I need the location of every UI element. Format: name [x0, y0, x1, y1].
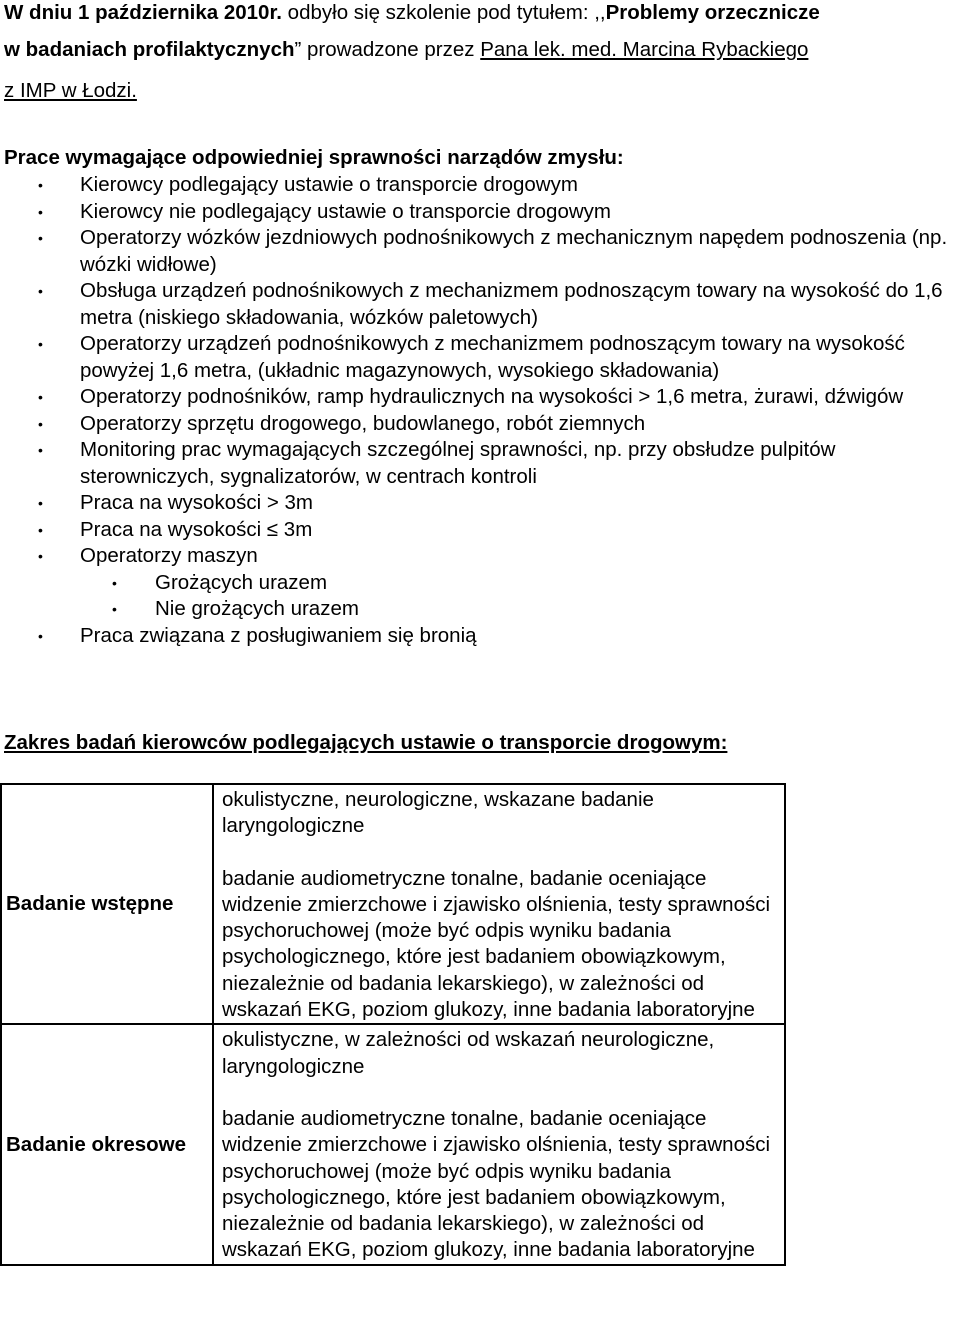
list-item-text: Obsługa urządzeń podnośnikowych z mechanizmem podnoszącym towary na wysokość do 1,6 metra (niskiego składowania, wózków paletowych) — [80, 279, 943, 329]
bullet-icon: • — [38, 230, 43, 246]
bullet-icon: • — [38, 627, 43, 644]
training-title-part2: w badaniach profilaktycznych — [4, 38, 295, 61]
table-row — [1, 1024, 785, 1264]
section-heading-jobs: Prace wymagające odpowiedniej sprawności narządów zmysłu: — [4, 146, 624, 169]
list-item — [0, 384, 960, 411]
list-item — [0, 570, 960, 597]
job-list — [0, 172, 960, 649]
list-item — [0, 172, 960, 199]
list-item — [0, 490, 960, 517]
intro-line-3 — [4, 78, 137, 104]
bullet-icon: • — [38, 442, 43, 458]
list-item — [0, 411, 960, 438]
list-item-text: Operatorzy podnośników, ramp hydraulicznych na wysokości > 1,6 metra, żurawi, dźwigów — [80, 385, 904, 408]
intro-text-2: ” prowadzone przez — [294, 38, 481, 61]
exam-para: okulistyczne, w zależności od wskazań neurologiczne, laryngologiczne — [222, 1028, 715, 1078]
list-item-text: Nie grożących urazem — [155, 597, 359, 620]
list-item-text: Kierowcy podlegający ustawie o transporcie drogowym — [80, 173, 578, 196]
list-item — [0, 199, 960, 226]
list-item-text: Kierowcy nie podlegający ustawie o transporcie drogowym — [80, 199, 611, 223]
institute-link[interactable]: z IMP w Łodzi. — [4, 79, 137, 102]
row-content — [213, 1024, 785, 1264]
list-item-text: Operatorzy wózków jezdniowych podnośnikowych z mechanicznym napędem podnoszenia (np. wózki widłowe) — [80, 226, 948, 276]
bullet-icon: • — [38, 548, 43, 564]
bullet-icon: • — [38, 495, 43, 511]
intro-text: odbyło się szkolenie pod tytułem: ,, — [281, 1, 606, 24]
bullet-icon: • — [38, 283, 43, 299]
list-item — [0, 225, 960, 278]
bullet-icon: • — [38, 521, 43, 538]
list-item — [0, 623, 960, 650]
exam-para: okulistyczne, neurologiczne, wskazane badanie laryngologiczne — [222, 788, 654, 838]
training-title-part1: Problemy orzecznicze — [605, 1, 820, 24]
row-label: Badanie wstępne — [1, 784, 213, 1024]
exam-table — [0, 783, 786, 1266]
table-row — [1, 784, 785, 1024]
list-item-text: Operatorzy sprzętu drogowego, budowlanego, robót ziemnych — [80, 411, 646, 435]
bullet-icon: • — [112, 601, 117, 617]
list-item-text: Praca na wysokości ≤ 3m — [80, 517, 313, 541]
bullet-icon: • — [112, 574, 117, 591]
list-item — [0, 517, 960, 544]
list-item-text: Operatorzy maszyn — [80, 544, 258, 567]
list-item — [0, 278, 960, 331]
intro-line-1 — [4, 0, 820, 26]
bullet-icon: • — [38, 389, 43, 405]
list-item — [0, 331, 960, 384]
list-item — [0, 543, 960, 570]
list-item — [0, 596, 960, 623]
list-item-text: Monitoring prac wymagających szczególnej sprawności, np. przy obsłudze pulpitów sterowniczych, sygnalizatorów, w centrach kontroli — [80, 438, 836, 488]
list-item — [0, 437, 960, 490]
intro-line-2 — [4, 37, 808, 63]
section-heading-exams: Zakres badań kierowców podlegających ustawie o transporcie drogowym: — [4, 731, 728, 754]
lecturer-link[interactable]: Pana lek. med. Marcina Rybackiego — [480, 38, 809, 61]
row-label: Badanie okresowe — [1, 1024, 213, 1264]
bullet-icon: • — [38, 336, 43, 352]
list-item-text: Praca związana z posługiwaniem się bronią — [80, 623, 477, 647]
intro-date: W dniu 1 października 2010r. — [4, 1, 282, 24]
bullet-icon: • — [38, 203, 43, 220]
list-item-text: Operatorzy urządzeń podnośnikowych z mechanizmem podnoszącym towary na wysokość powyżej 1,6 metra, (układnic magazynowych, wysokiego składowania) — [80, 332, 905, 382]
exam-para: badanie audiometryczne tonalne, badanie oceniające widzenie zmierzchowe i zjawisko olśnienia, testy sprawności psychoruchowej (może być odpis wyniku badania psychologicznego, które jest badaniem obowiązkowym, niezależnie od badania lekarskiego), w zależności od wskazań EKG, poziom glukozy, inne badania laboratoryjne — [222, 1106, 771, 1262]
bullet-icon: • — [38, 177, 43, 193]
list-item-text: Grożących urazem — [155, 570, 328, 594]
bullet-icon: • — [38, 415, 43, 432]
list-item-text: Praca na wysokości > 3m — [80, 491, 313, 514]
row-content — [213, 784, 785, 1024]
exam-para: badanie audiometryczne tonalne, badanie oceniające widzenie zmierzchowe i zjawisko olśnienia, testy sprawności psychoruchowej (może być odpis wyniku badania psychologicznego, które jest badaniem obowiązkowym, niezależnie od badania lekarskiego), w zależności od wskazań EKG, poziom glukozy, inne badania laboratoryjne — [222, 866, 771, 1022]
